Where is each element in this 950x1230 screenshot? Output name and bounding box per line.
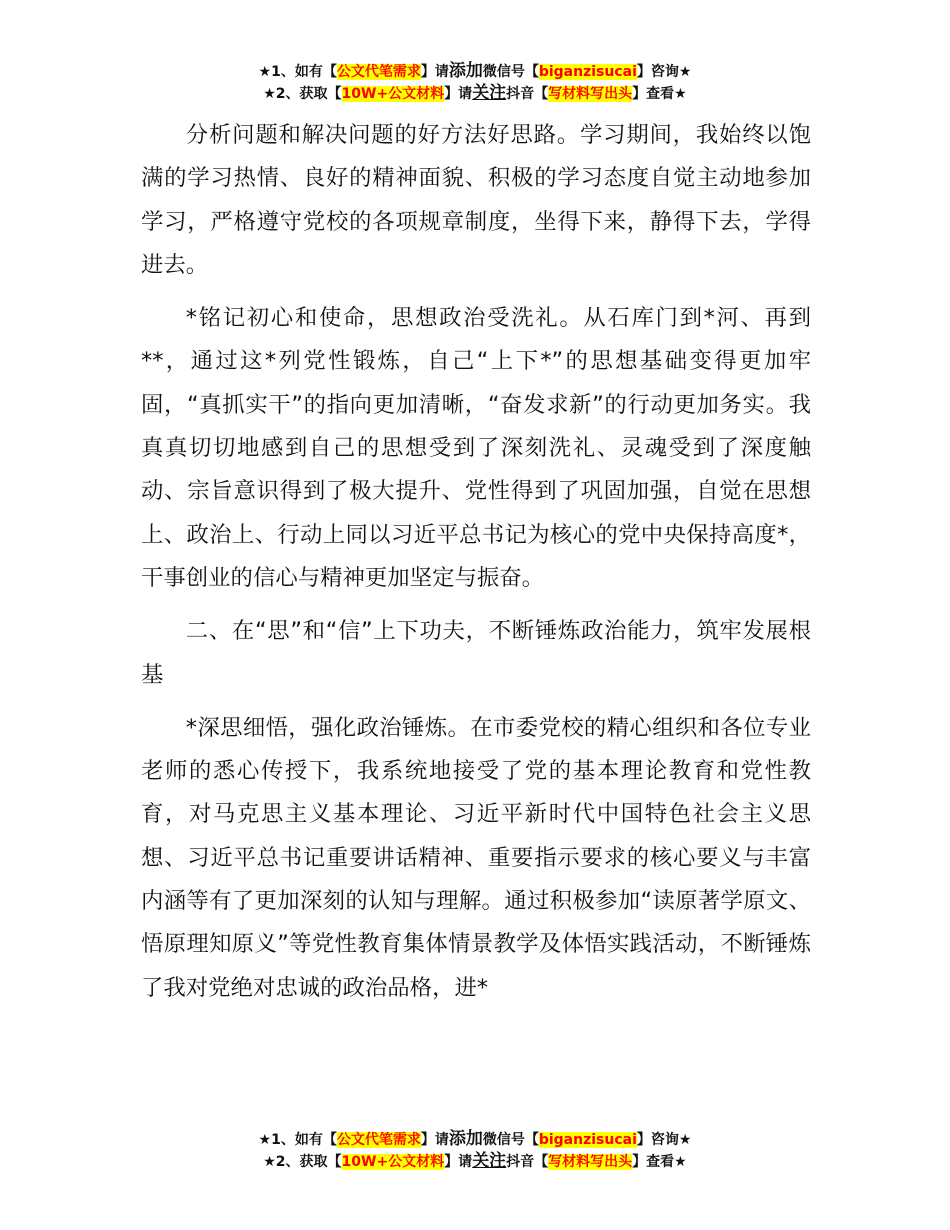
- banner-text: ★1、如有【: [258, 1132, 337, 1148]
- banner-text: 抖音【: [506, 86, 549, 102]
- banner-line-1: [0, 1129, 950, 1151]
- banner-text: 】请: [420, 64, 449, 80]
- highlight-service: 公文代笔需求: [336, 64, 421, 80]
- banner-text: 抖音【: [506, 1154, 549, 1170]
- highlight-materials: 10W+公文材料: [341, 1154, 445, 1170]
- highlight-douyin-id: 写材料写出头: [548, 86, 633, 102]
- highlight-service: 公文代笔需求: [336, 1132, 421, 1148]
- top-banner: [0, 61, 950, 105]
- banner-text: ★1、如有【: [258, 64, 337, 80]
- banner-emphasis: 添加: [448, 61, 483, 81]
- banner-emphasis: 添加: [448, 1129, 483, 1149]
- banner-text: 】查看★: [632, 86, 687, 102]
- banner-line-1: [0, 61, 950, 83]
- banner-text: 】请: [420, 1132, 449, 1148]
- banner-text: ★2、获取【: [263, 86, 342, 102]
- banner-text: 】查看★: [632, 1154, 687, 1170]
- banner-emphasis: 关注: [472, 1151, 507, 1171]
- banner-text: 】请: [444, 1154, 473, 1170]
- banner-text: 】咨询★: [636, 64, 692, 80]
- paragraph-2: *铭记初心和使命，思想政治受洗礼。从石库门到*河、再到**，通过这*列党性锻炼，自己“上下*”的思想基础变得更加牢固，“真抓实干”的指向更加清晰，“奋发求新”的行动更加务实。我真真切切地感到自己的思想受到了深刻洗礼、灵魂受到了深度触动、宗旨意识得到了极大提升、党性得到了巩固加强，自觉在思想上、政治上、行动上同以习近平总书记为核心的党中央保持高度*，干事创业的信心与精神更加坚定与振奋。: [141, 305, 811, 591]
- banner-text: 微信号【: [482, 1132, 539, 1148]
- banner-text: 】咨询★: [636, 1132, 692, 1148]
- banner-line-2: [0, 1151, 950, 1173]
- section-heading: 二、在“思”和“信”上下功夫，不断锤炼政治能力，筑牢发展根基: [141, 618, 811, 688]
- banner-text: 微信号【: [482, 64, 539, 80]
- document-body: [141, 114, 811, 1020]
- banner-text: 】请: [444, 86, 473, 102]
- banner-emphasis: 关注: [472, 83, 507, 103]
- banner-line-2: [0, 83, 950, 105]
- highlight-wechat-id: biganzisucai: [538, 1132, 637, 1148]
- banner-text: ★2、获取【: [263, 1154, 342, 1170]
- bottom-banner: [0, 1129, 950, 1173]
- paragraph-1: 分析问题和解决问题的好方法好思路。学习期间，我始终以饱满的学习热情、良好的精神面貌、积极的学习态度自觉主动地参加学习，严格遵守党校的各项规章制度，坐得下来，静得下去，学得进去。: [141, 122, 811, 278]
- highlight-materials: 10W+公文材料: [341, 86, 445, 102]
- highlight-wechat-id: biganzisucai: [538, 64, 637, 80]
- highlight-douyin-id: 写材料写出头: [548, 1154, 633, 1170]
- paragraph-3: *深思细悟，强化政治锤炼。在市委党校的精心组织和各位专业老师的悉心传授下，我系统地接受了党的基本理论教育和党性教育，对马克思主义基本理论、习近平新时代中国特色社会主义思想、习近平总书记重要讲话精神、重要指示要求的核心要义与丰富内涵等有了更加深刻的认知与理解。通过积极参加“读原著学原文、悟原理知原义”等党性教育集体情景教学及体悟实践活动，不断锤炼了我对党绝对忠诚的政治品格，进*: [141, 714, 811, 1001]
